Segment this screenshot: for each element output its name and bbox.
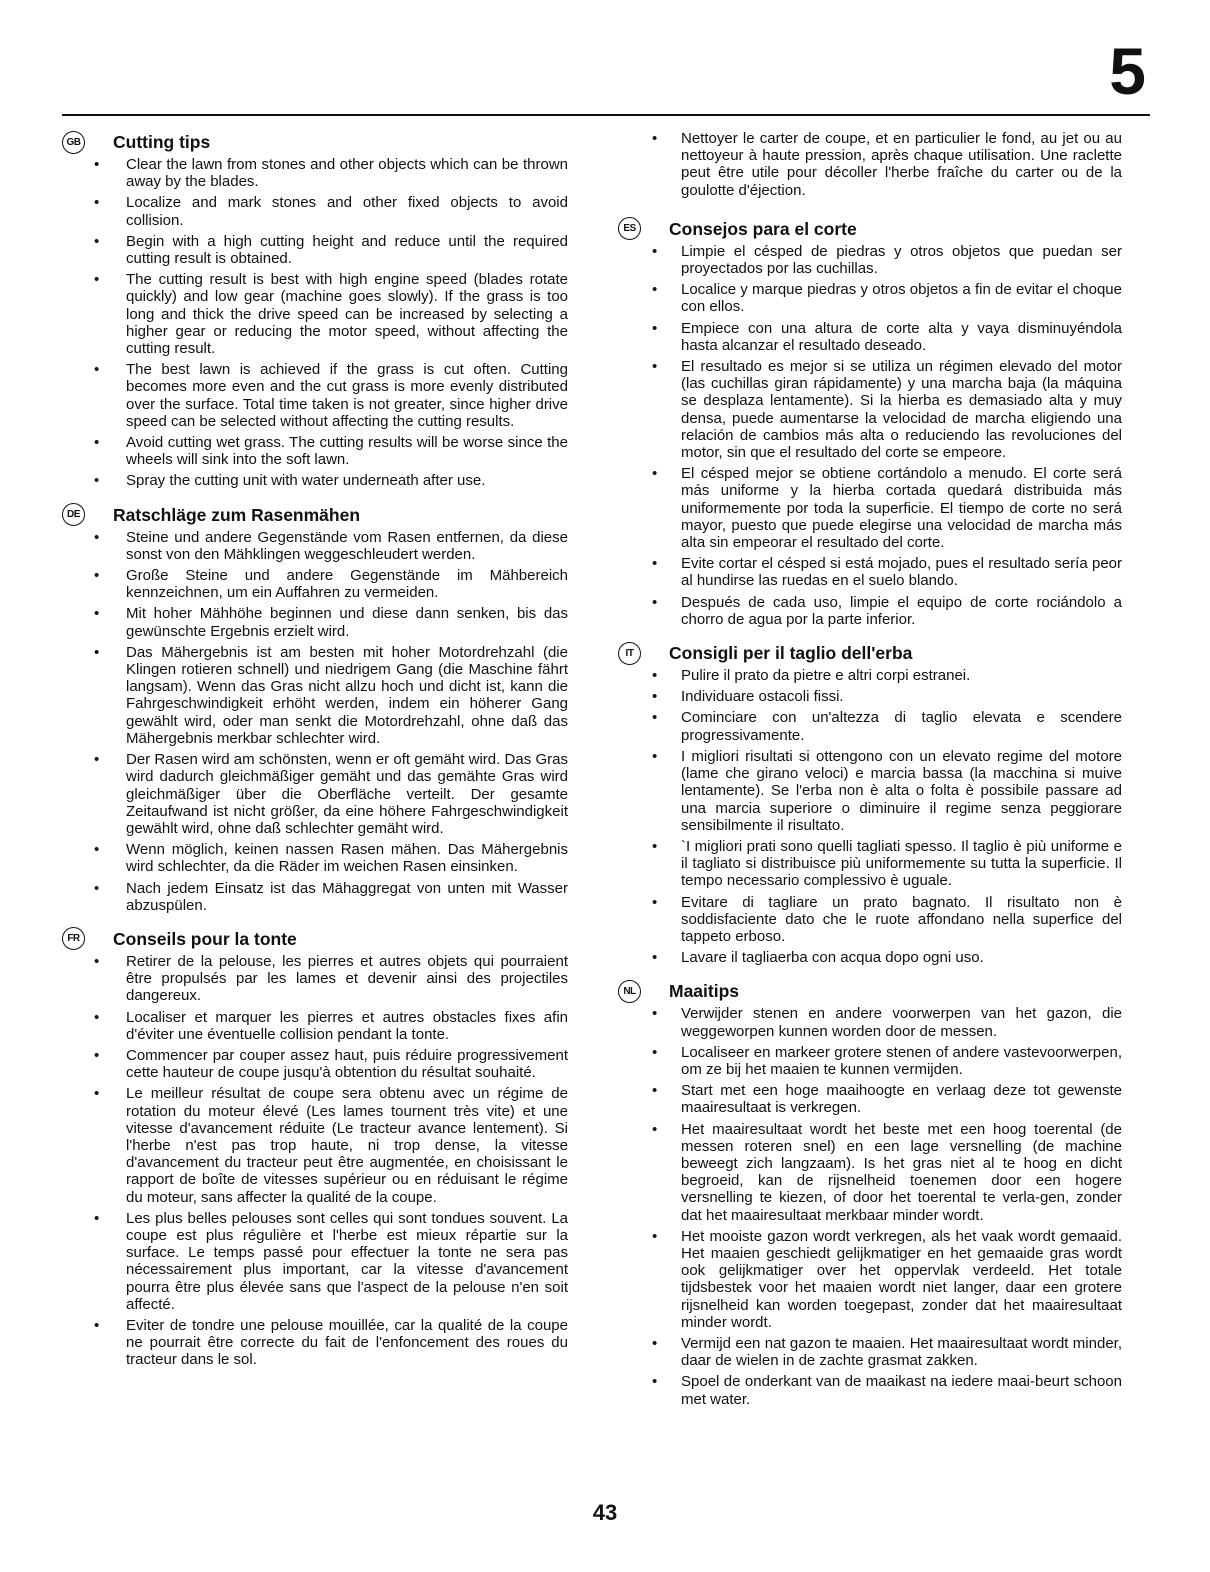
list-item: • Limpie el césped de piedras y otros objetos que puedan ser proyectados por las cuchillas.	[618, 243, 1126, 277]
list-item: • Localize and mark stones and other fixed objects to avoid collision.	[62, 194, 572, 228]
list-item: • Clear the lawn from stones and other objects which can be thrown away by the blades.	[62, 156, 572, 190]
language-badge-icon: GB	[62, 131, 85, 154]
right-column	[618, 130, 1126, 1421]
list-item: • Empiece con una altura de corte alta y vaya disminuyéndola hasta alcanzar el resultado deseado.	[618, 320, 1126, 354]
list-item: • Nach jedem Einsatz ist das Mähaggregat von unten mit Wasser abzuspülen.	[62, 880, 572, 914]
list-item: • Retirer de la pelouse, les pierres et autres objets qui pourraient être propulsés par les lames et devenir ainsi des projectiles dangereux.	[62, 953, 572, 1005]
list-item: • Eviter de tondre une pelouse mouillée, car la qualité de la coupe ne pourrait être correcte du fait de l'enfoncement des roues du tracteur dans le sol.	[62, 1317, 572, 1369]
list-item: • Der Rasen wird am schönsten, wenn er oft gemäht wird. Das Gras wird dadurch gleichmäßiger gemäht und das gemähte Gras wird gleichmäßiger über die Oberfläche verteilt. Der gesamte Zeitaufwand ist nicht größer, da eine höhere Fahrgeschwindigkeit gewählt wird, ohne daß schlechter gemäht wird.	[62, 751, 572, 837]
tip-list	[618, 1005, 1126, 1407]
section-nl	[618, 979, 1126, 1407]
list-item: • El resultado es mejor si se utiliza un régimen elevado del motor (las cuchillas giran rápidamente) y una marcha baja (la máquina se desplaza lentamente). Si la hierba es demasiado alta y muy densa, puede aumentarse la velocidad de marcha eligiendo una relación de cambios más alta o reduciendo las revoluciones del motor, sin que el resultado del corte se empeore.	[618, 358, 1126, 461]
section-gb	[62, 130, 572, 490]
list-item: • Evite cortar el césped si está mojado, pues el resultado sería peor al hundirse las ruedas en el suelo blando.	[618, 555, 1126, 589]
list-item: • El césped mejor se obtiene cortándolo a menudo. El corte será más uniforme y la hierba cortada quedará distribuida más uniformemente por toda la superficie. El tiempo de corte no será mayor, puesto que puede elegirse una velocidad de marcha más alta sin empeorar el resultado del corte.	[618, 465, 1126, 551]
section-header	[62, 503, 572, 527]
list-item: • Les plus belles pelouses sont celles qui sont tondues souvent. La coupe est plus régulière et l'herbe est mieux répartie sur la surface. Le temps passé pour effectuer la tonte ne sera pas nécessairement plus important, car la vitesse d'avancement pourra être plus élevée sans que l'aspect de la pelouse n'en soit affecté.	[62, 1210, 572, 1313]
section-title: Conseils pour la tonte	[113, 928, 297, 949]
list-item: • Das Mähergebnis ist am besten mit hoher Motordrehzahl (die Klingen rotieren schnell) und niedrigem Gang (die Maschine fährt langsam). Wenn das Gras nicht allzu hoch und dicht ist, kann die Fahrgeschwindigkeit erhöht werden, indem ein höherer Gang gewählt wird, oder man senkt die Motordrehzahl, ohne daß das Mähergebnis merkbar schlechter wird.	[62, 644, 572, 747]
tip-list	[62, 953, 572, 1369]
list-item: • Localiseer en markeer grotere stenen of andere vastevoorwerpen, om ze bij het maaien te kunnen vermijden.	[618, 1044, 1126, 1078]
list-item: • Después de cada uso, limpie el equipo de corte rociándolo a chorro de agua por la parte inferior.	[618, 594, 1126, 628]
list-item-continued: • Nettoyer le carter de coupe, et en particulier le fond, au jet ou au nettoyeur à haute pression, après chaque utilisation. Une raclette peut être utile pour décoller l'herbe fraîche du carter ou de la goulotte d'éjection.	[618, 130, 1126, 199]
section-de	[62, 503, 572, 914]
page-number: 43	[592, 1500, 618, 1525]
list-item: • Le meilleur résultat de coupe sera obtenu avec un régime de rotation du moteur élevé (Les lames tournent très vite) et une vitesse d'avancement réduite (Le tracteur avance lentement). Si l'herbe n'est pas trop haute, ni trop dense, la vitesse d'avancement du tracteur peut être augmentée, en choisissant le rapport de boîte de vitesses supérieur ou en réduisant le régime du moteur, sans affecter la qualité de la coupe.	[62, 1085, 572, 1205]
left-column	[62, 130, 572, 1382]
language-badge-icon: ES	[618, 217, 641, 240]
list-item: • Große Steine und andere Gegenstände im Mähbereich kennzeichnen, um ein Auffahren zu vermeiden.	[62, 567, 572, 601]
section-fr	[62, 927, 572, 1369]
tip-list	[62, 156, 572, 490]
list-item: • Lavare il tagliaerba con acqua dopo ogni uso.	[618, 949, 1126, 966]
list-item: • Individuare ostacoli fissi.	[618, 688, 1126, 705]
list-item: • Localice y marque piedras y otros objetos a fin de evitar el choque con ellos.	[618, 281, 1126, 315]
list-item: • Mit hoher Mähhöhe beginnen und diese dann senken, bis das gewünschte Ergebnis erzielt wird.	[62, 605, 572, 639]
header-rule	[62, 114, 1150, 116]
list-item: • Avoid cutting wet grass. The cutting results will be worse since the wheels will sink into the soft lawn.	[62, 434, 572, 468]
section-title: Consigli per il taglio dell'erba	[669, 643, 913, 664]
list-item: • Het maairesultaat wordt het beste met een hoog toerental (de messen roteren snel) en een lage versnelling (de machine beweegt zich langzaam). Is het gras niet al te hoog en dicht begroeid, kan de rijsnelheid toenemen door een hogere versnelling te kiezen, of door het toerental te verla-gen, zonder dat het maairesultaat merkbaar minder wordt.	[618, 1121, 1126, 1224]
chapter-number: 5	[1109, 34, 1145, 108]
language-badge-icon: FR	[62, 927, 85, 950]
list-item: • I migliori risultati si ottengono con un elevato regime del motore (lame che girano veloci) e marcia bassa (la macchina si muive lentamente). Se l'erba non è alta o folta è possibile passare ad una marcia superiore o diminuire il regime senza peggiorare sensibilmente il risultato.	[618, 748, 1126, 834]
section-title: Consejos para el corte	[669, 218, 857, 239]
list-item: • Verwijder stenen en andere voorwerpen van het gazon, die weggeworpen kunnen worden door de messen.	[618, 1005, 1126, 1039]
list-item: • Vermijd een nat gazon te maaien. Het maairesultaat wordt minder, daar de wielen in de zachte grasmat zakken.	[618, 1335, 1126, 1369]
section-header	[618, 641, 1126, 665]
tip-list	[62, 529, 572, 914]
list-item: • Begin with a high cutting height and reduce until the required cutting result is obtained.	[62, 233, 572, 267]
list-item: • Spoel de onderkant van de maaikast na iedere maai-beurt schoon met water.	[618, 1373, 1126, 1407]
section-header	[62, 130, 572, 154]
list-item: • The cutting result is best with high engine speed (blades rotate quickly) and low gear (machine goes slowly). If the grass is too long and thick the drive speed can be increased by selecting a higher gear or reducing the motor speed, without affecting the cutting result.	[62, 271, 572, 357]
list-item: • The best lawn is achieved if the grass is cut often. Cutting becomes more even and the cut grass is more evenly distributed over the surface. Total time taken is not greater, since higher drive speed can be selected without affecting the cutting results.	[62, 361, 572, 430]
list-item: • Steine und andere Gegenstände vom Rasen entfernen, da diese sonst von den Mähklingen weggeschleudert werden.	[62, 529, 572, 563]
list-item: • `I migliori prati sono quelli tagliati spesso. Il taglio è più uniforme e il tagliato si distribuisce più uniformemente su tutta la superficie. Il tempo necessario complessivo è uguale.	[618, 838, 1126, 890]
section-it	[618, 641, 1126, 966]
section-title: Cutting tips	[113, 132, 211, 152]
list-item: • Cominciare con un'altezza di taglio elevata e scendere progressivamente.	[618, 709, 1126, 743]
section-header	[62, 927, 572, 951]
list-item: • Evitare di tagliare un prato bagnato. Il risultato non è soddisfaciente dato che le ruote affondano nella superfice del tappeto erboso.	[618, 894, 1126, 946]
language-badge-icon: NL	[618, 980, 641, 1003]
section-title: Maaitips	[669, 981, 740, 1002]
language-badge-icon: DE	[62, 503, 85, 526]
section-header	[618, 217, 1126, 241]
language-badge-icon: IT	[618, 642, 641, 665]
list-item: • Pulire il prato da pietre e altri corpi estranei.	[618, 667, 1126, 684]
list-item: • Start met een hoge maaihoogte en verlaag deze tot gewenste maairesultaat is verkregen.	[618, 1082, 1126, 1116]
list-item: • Wenn möglich, keinen nassen Rasen mähen. Das Mähergebnis wird schlechter, da die Räder im weichen Rasen einsinken.	[62, 841, 572, 875]
tip-list	[618, 243, 1126, 628]
list-item: • Het mooiste gazon wordt verkregen, als het vaak wordt gemaaid. Het maaien geschiedt gelijkmatiger en het gemaaide gras wordt ook gelijkmatiger over het oppervlak verdeeld. Het totale tijdsbestek voor het maaien wordt niet langer, daar een grotere rijsnelheid kan worden toegepast, zonder dat het maairesultaat minder wordt.	[618, 1228, 1126, 1331]
list-item: • Commencer par couper assez haut, puis réduire progressivement cette hauteur de coupe jusqu'à obtention du résultat souhaité.	[62, 1047, 572, 1081]
section-title: Ratschläge zum Rasenmähen	[113, 504, 361, 525]
tip-list	[618, 667, 1126, 966]
section-es	[618, 217, 1126, 628]
list-item: • Localiser et marquer les pierres et autres obstacles fixes afin d'éviter une éventuelle collision pendant la tonte.	[62, 1009, 572, 1043]
section-header	[618, 979, 1126, 1003]
list-item: • Spray the cutting unit with water underneath after use.	[62, 472, 572, 489]
